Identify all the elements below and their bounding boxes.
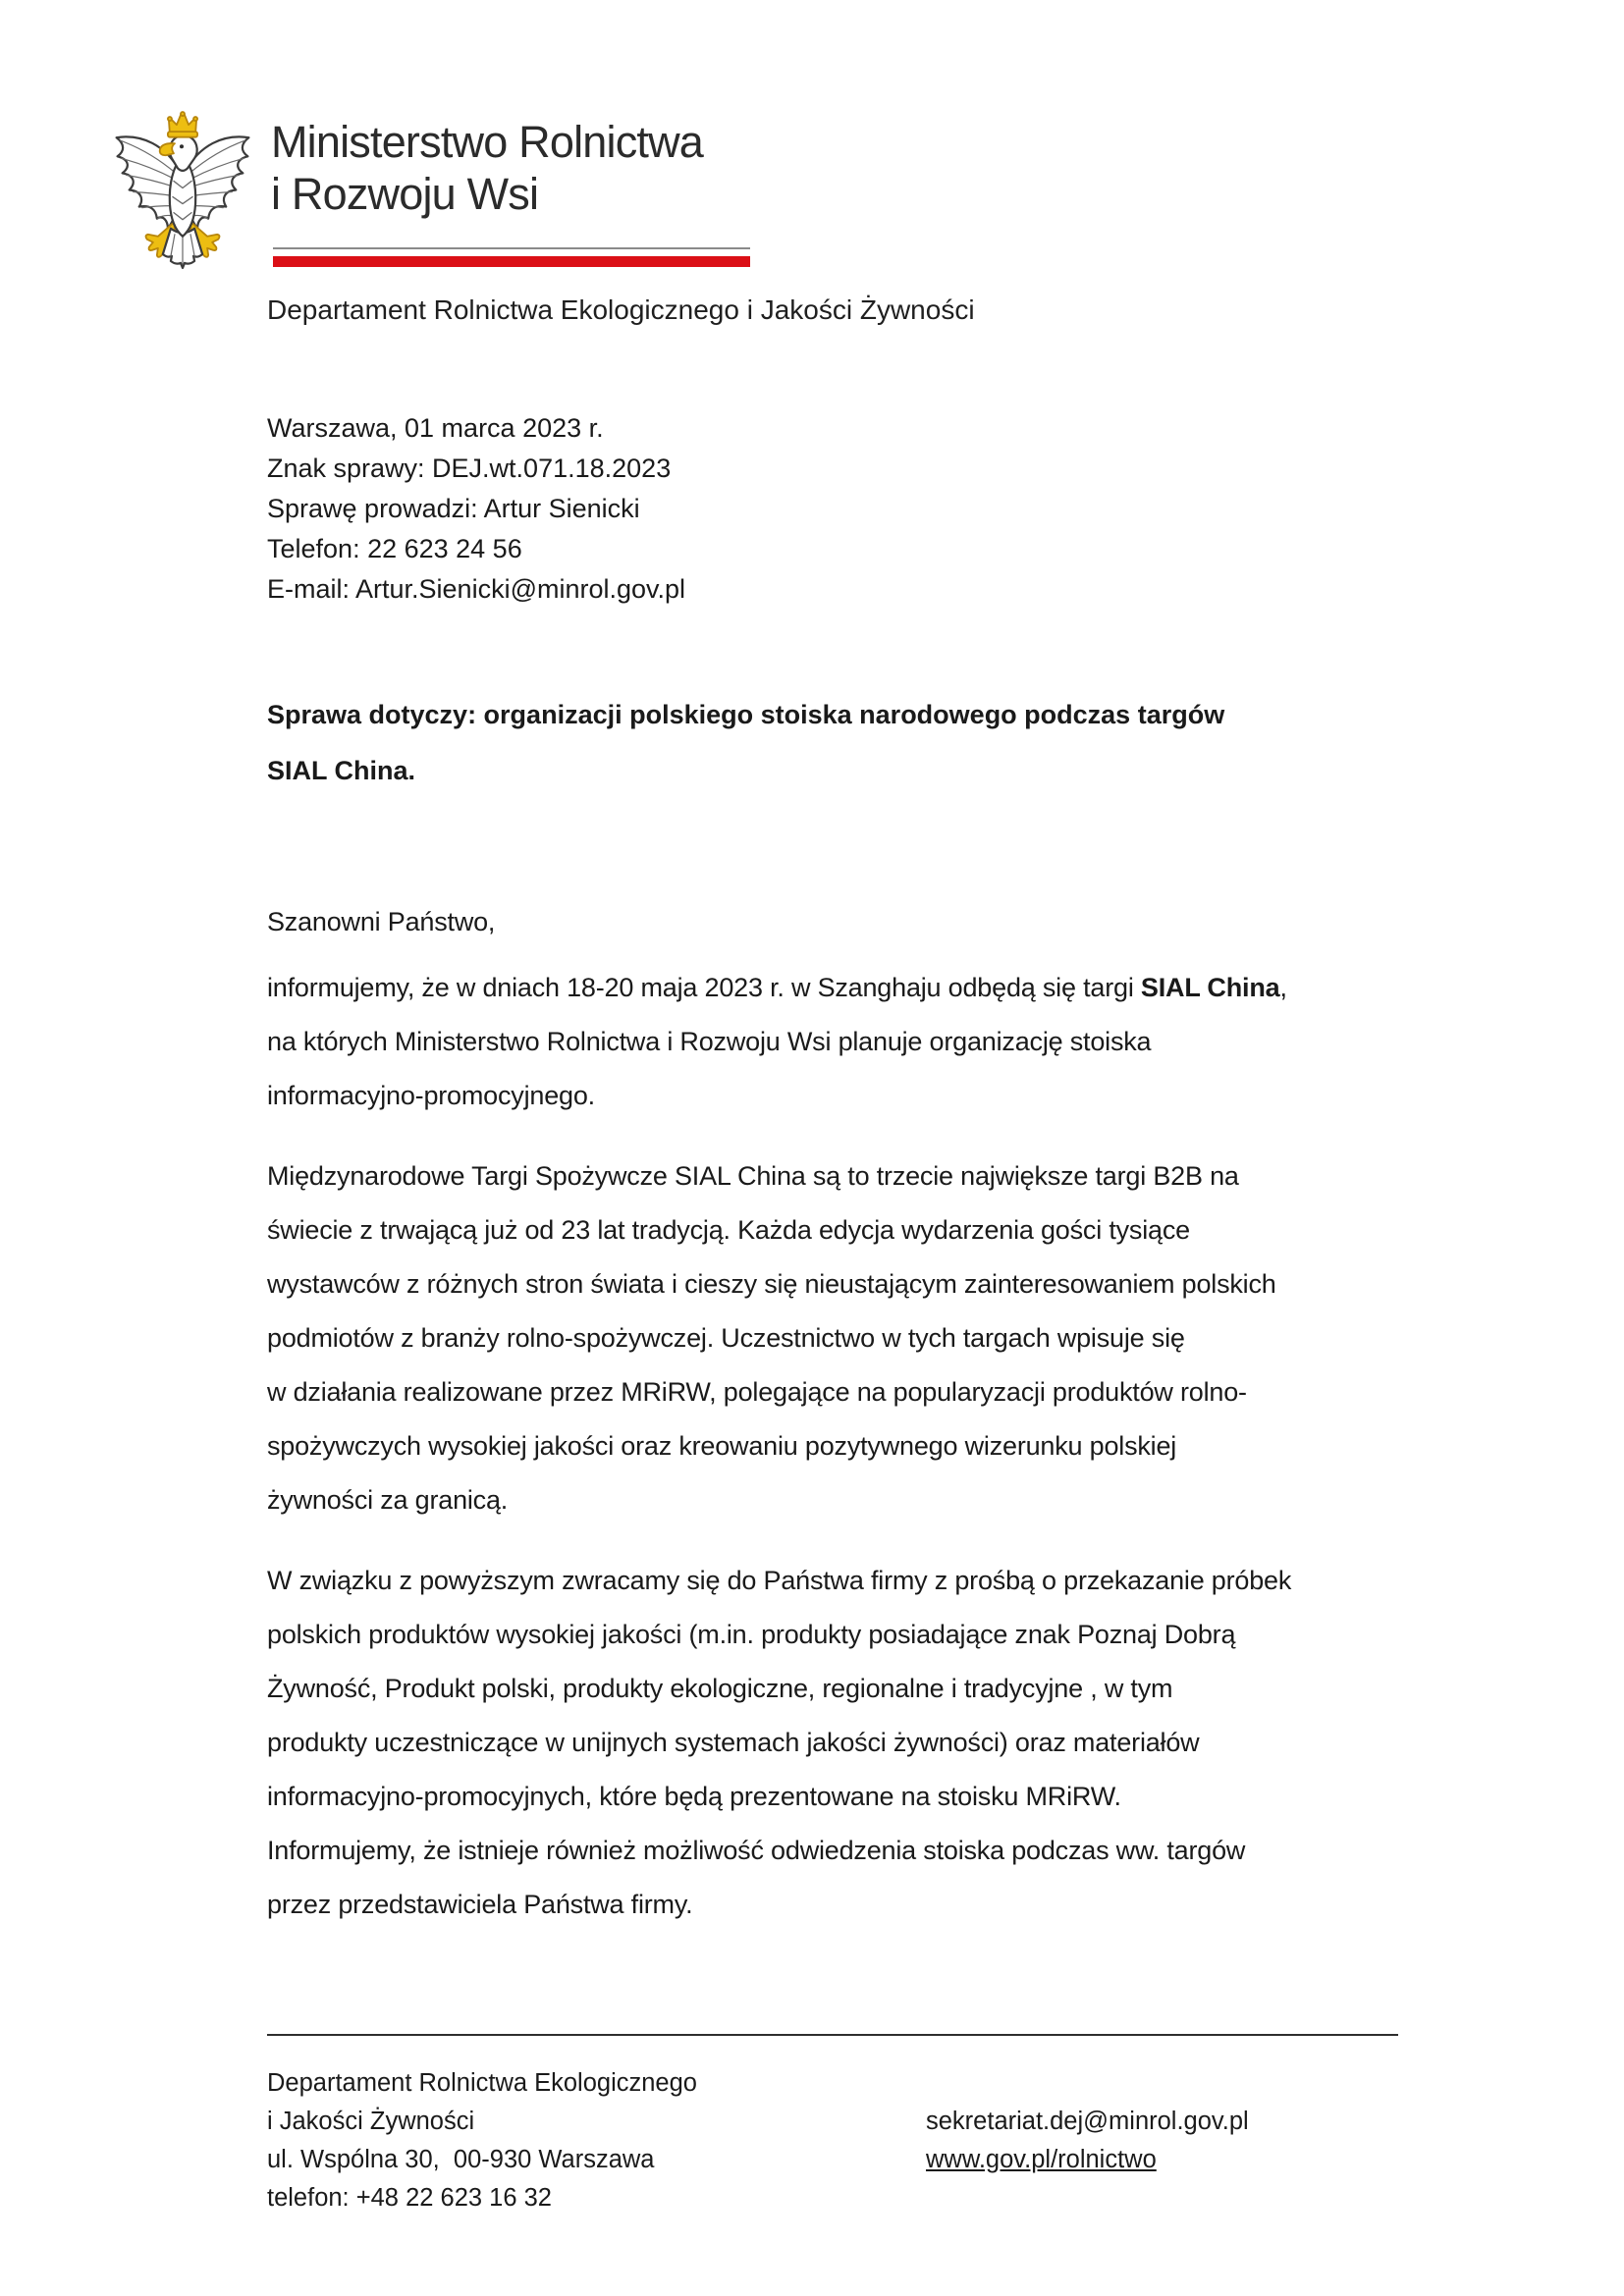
paragraph-3-line3: Żywność, Produkt polski, produkty ekologiczne, regionalne i tradycyjne , w tym — [267, 1674, 1173, 1703]
place-and-date: Warszawa, 01 marca 2023 r. — [267, 413, 604, 443]
paragraph-3-line4: produkty uczestniczące w unijnych systemach jakości żywności) oraz materiałów — [267, 1728, 1200, 1757]
case-number: Znak sprawy: DEJ.wt.071.18.2023 — [267, 454, 672, 483]
paragraph-2-line6: spożywczych wysokiej jakości oraz kreowaniu pozytywnego wizerunku polskiej — [267, 1431, 1177, 1461]
ministry-name-line1: Ministerstwo Rolnictwa — [271, 117, 704, 167]
subject-line2: SIAL China. — [267, 756, 416, 785]
paragraph-2-line3: wystawców z różnych stron świata i cieszy się nieustającym zainteresowaniem polskich — [267, 1269, 1276, 1299]
ministry-wordmark — [271, 116, 703, 220]
footer-department-line2: i Jakości Żywności — [267, 2108, 475, 2135]
paragraph-1-line2: na których Ministerstwo Rolnictwa i Rozwoju Wsi planuje organizację stoiska — [267, 1027, 1152, 1056]
polish-eagle-icon — [108, 110, 257, 273]
letter-body — [267, 895, 1431, 1932]
footer-address-block — [267, 2064, 697, 2217]
footer-phone: telefon: +48 22 623 16 32 — [267, 2184, 552, 2212]
contact-phone: Telefon: 22 623 24 56 — [267, 534, 522, 563]
paragraph-1-line3: informacyjno-promocyjnego. — [267, 1081, 595, 1110]
subject-line1: Sprawa dotyczy: organizacji polskiego stoiska narodowego podczas targów — [267, 700, 1225, 729]
contact-email: E-mail: Artur.Sienicki@minrol.gov.pl — [267, 574, 686, 604]
department-heading: Departament Rolnictwa Ekologicznego i Jakości Żywności — [267, 294, 975, 325]
paragraph-2-line1: Międzynarodowe Targi Spożywcze SIAL China są to trzecie największe targi B2B na — [267, 1161, 1239, 1191]
subject-block — [267, 687, 1224, 799]
paragraph-3 — [267, 1554, 1431, 1932]
footer-contact-block — [926, 2103, 1249, 2179]
paragraph-3-line5: informacyjno-promocyjnych, które będą prezentowane na stoisku MRiRW. — [267, 1782, 1121, 1811]
footer-email: sekretariat.dej@minrol.gov.pl — [926, 2108, 1249, 2135]
case-officer: Sprawę prowadzi: Artur Sienicki — [267, 494, 640, 523]
paragraph-2-line5: w działania realizowane przez MRiRW, polegające na popularyzacji produktów rolno- — [267, 1377, 1247, 1407]
paragraph-2 — [267, 1149, 1431, 1527]
footer-website-link[interactable]: www.gov.pl/rolnictwo — [926, 2146, 1157, 2173]
paragraph-3-line2: polskich produktów wysokiej jakości (m.in. produkty posiadające znak Poznaj Dobrą — [267, 1620, 1236, 1649]
footer-street-address: ul. Wspólna 30, 00-930 Warszawa — [267, 2146, 655, 2173]
paragraph-3-line1: W związku z powyższym zwracamy się do Państwa firmy z prośbą o przekazanie próbek — [267, 1566, 1292, 1595]
salutation: Szanowni Państwo, — [267, 907, 496, 936]
paragraph-1 — [267, 961, 1431, 1123]
sial-china-bold: SIAL China — [1140, 973, 1280, 1002]
flag-divider — [273, 247, 750, 267]
paragraph-3-line6: Informujemy, że istnieje również możliwość odwiedzenia stoiska podczas ww. targów — [267, 1836, 1246, 1865]
paragraph-1-line1: informujemy, że w dniach 18-20 maja 2023 r. w Szanghaju odbędą się targi SIAL China, — [267, 973, 1287, 1002]
paragraph-2-line7: żywności za granicą. — [267, 1485, 509, 1515]
flag-red-bar — [273, 256, 750, 267]
paragraph-2-line2: świecie z trwającą już od 23 lat tradycją. Każda edycja wydarzenia gości tysiące — [267, 1215, 1190, 1245]
letter-meta-block — [267, 408, 685, 610]
paragraph-3-line7: przez przedstawiciela Państwa firmy. — [267, 1890, 693, 1919]
paragraph-2-line4: podmiotów z branży rolno-spożywczej. Uczestnictwo w tych targach wpisuje się — [267, 1323, 1185, 1353]
ministry-name-line2: i Rozwoju Wsi — [271, 169, 539, 219]
footer-divider — [267, 2034, 1398, 2036]
footer-department-line1: Departament Rolnictwa Ekologicznego — [267, 2069, 697, 2097]
